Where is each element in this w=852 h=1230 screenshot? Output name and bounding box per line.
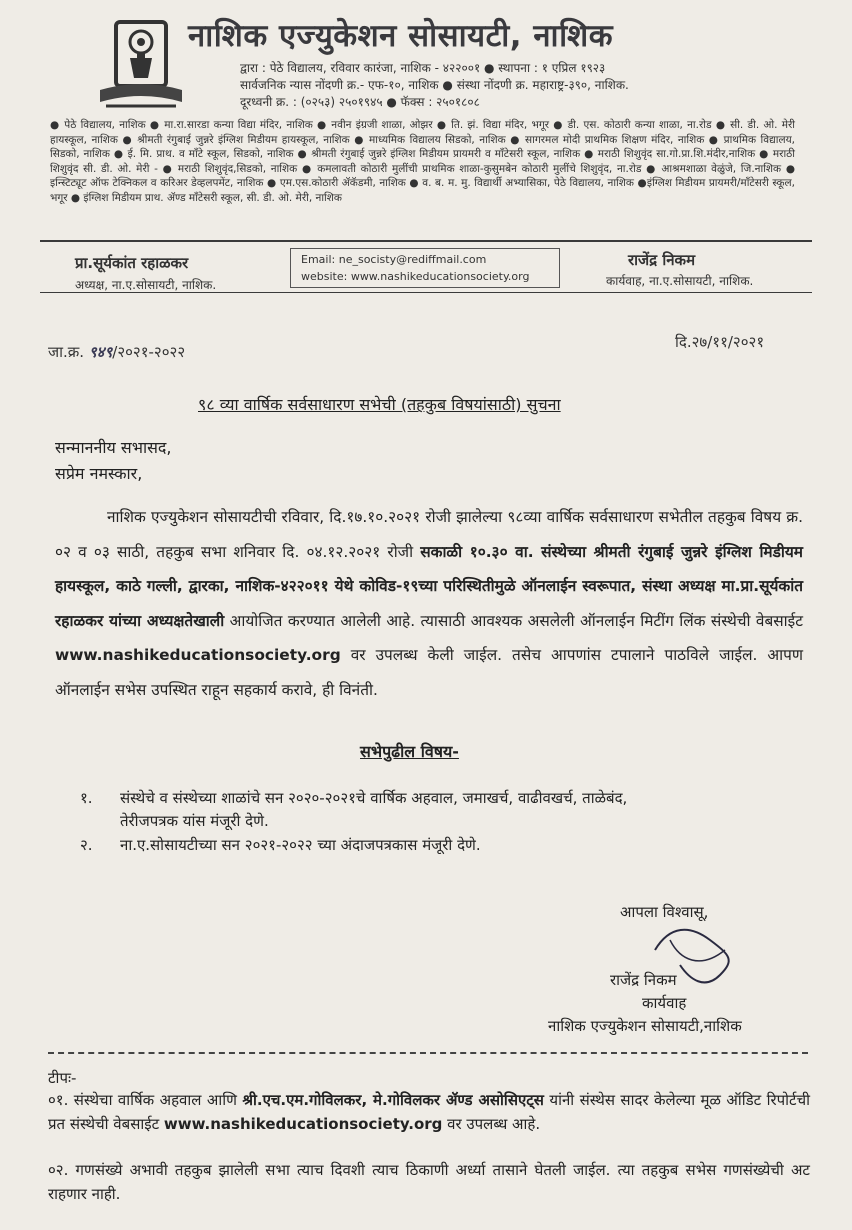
body-text-bold: सकाळी १०.३० वा. संस्थेच्या श्रीमती रंगुबाई जुन्नरे इंग्लिश मिडीयम हायस्कूल, काठे गल्ली, द्वारका, नाशिक-४२२०११ येथे कोविड-१९च्या परिस्थितीमुळे ऑनलाईन स्वरूपात, संस्था अध्यक्ष मा.प्रा.सूर्यकांत रहाळकर यांच्या अध्यक्षतेखाली bbox=[55, 542, 803, 630]
letter-date: दि.२७/११/२०२१ bbox=[675, 333, 765, 351]
letter-subject: ९८ व्या वार्षिक सर्वसाधारण सभेची (तहकुब विषयांसाठी) सुचना bbox=[198, 395, 561, 414]
secretary-name: राजेंद्र निकम bbox=[628, 251, 696, 269]
address-line: द्वारा : पेठे विद्यालय, रविवार कारंजा, नाशिक - ४२२००१ ● स्थापना : १ एप्रिल १९२३ bbox=[240, 61, 606, 75]
note-text: ०१. संस्थेचा वार्षिक अहवाल आणि bbox=[48, 1091, 243, 1109]
header-bottom-rule bbox=[40, 292, 812, 293]
closing-phrase: आपला विश्वासू, bbox=[620, 903, 709, 921]
note-item bbox=[48, 1088, 810, 1136]
auditor-name: श्री.एच.एम.गोविलकर, मे.गोविलकर ॲण्ड असोसिएट्स bbox=[242, 1091, 544, 1109]
salutation-members: सन्माननीय सभासद, bbox=[55, 438, 172, 457]
society-logo bbox=[96, 18, 186, 113]
ref-suffix: /२०२१-२०२२ bbox=[112, 343, 186, 361]
agenda-item bbox=[80, 834, 810, 857]
reference-number bbox=[48, 342, 185, 362]
agenda-item bbox=[80, 787, 810, 833]
header-divider bbox=[40, 240, 812, 242]
letter-body bbox=[55, 500, 803, 708]
phone-line: दूरध्वनी क्र. : (०२५३) २५०१९४५ ● फॅक्स : २५०१८०८ bbox=[240, 95, 480, 109]
agenda-number: १. bbox=[80, 789, 93, 807]
agenda-text-continued: तेरीजपत्रक यांस मंजूरी देणे. bbox=[120, 812, 269, 830]
website-text: website: www.nashikeducationsociety.org bbox=[301, 270, 530, 283]
email-text: Email: ne_socisty@rediffmail.com bbox=[301, 253, 487, 266]
notes-heading: टीपः- bbox=[48, 1069, 77, 1087]
president-name: प्रा.सूर्यकांत रहाळकर bbox=[75, 254, 189, 272]
note-website: www.nashikeducationsociety.org bbox=[163, 1115, 443, 1133]
signer-organization: नाशिक एज्युकेशन सोसायटी,नाशिक bbox=[548, 1017, 742, 1035]
note-text: वर उपलब्ध आहे. bbox=[442, 1115, 541, 1133]
contact-box bbox=[290, 248, 560, 288]
salutation-greeting: सप्रेम नमस्कार, bbox=[55, 464, 143, 483]
body-website: www.nashikeducationsociety.org bbox=[55, 646, 341, 665]
agenda-text: ना.ए.सोसायटीच्या सन २०२१-२०२२ च्या अंदाजपत्रकास मंजूरी देणे. bbox=[120, 836, 481, 854]
ref-prefix: जा.क्र. bbox=[48, 343, 85, 361]
signer-name: राजेंद्र निकम bbox=[610, 971, 677, 989]
ref-number-handwritten: ९४९ bbox=[88, 343, 113, 361]
note-text: यांनी संस्थेस सादर केलेल्या मूळ ऑडिट रिपोर्टची प्रत संस्थेची वेबसाईट bbox=[48, 1091, 810, 1133]
secretary-role: कार्यवाह, ना.ए.सोसायटी, नाशिक. bbox=[606, 274, 754, 288]
agenda-number: २. bbox=[80, 836, 93, 854]
schools-list: ● पेठे विद्यालय, नाशिक ● मा.रा.सारडा कन्या विद्या मंदिर, नाशिक ● नवीन इंग्रजी शाळा, ओझर ● ति. झं. विद्या मंदिर, भगूर ● डी. एस. कोठारी कन्या शाळा, ना.रोड ● सी. डी. ओ. मेरी हायस्कूल, नाशिक ● श्रीमती रंगुबाई जुन्नरे इंग्लिश मिडीयम हायस्कूल, नाशिक ● माध्यमिक विद्यालय सिडको, नाशिक ● सागरमल मोदी प्राथमिक शिक्षण मंदिर, नाशिक ● प्राथमिक विद्यालय, सिडको, नाशिक ● ई. मि. प्राथ. व मॉंटे स्कूल, सिडको, नाशिक ● श्रीमती रंगुबाई जुन्नरे इंग्लिश मिडीयम प्रायमरी व मॉंटेसरी स्कूल, नाशिक ● मराठी शिशुवृंद सा.गो.प्रा.शि.मंदीर,नाशिक ● मराठी शिशुवृंद सी. डी. ओ. मेरी - ● मराठी शिशुवृंद,सिडको, नाशिक ● कमलावती कोठारी मुलींची प्राथमिक शाळा-कुसुमबेन कोठारी मुलींचे शिशुवृंद, ना.रोड ● आश्रमशाळा वेळुंजे, जि.नाशिक ● इन्स्टिट्यूट ऑफ टेक्निकल व करिअर डेव्हलपमेंट, नाशिक ● एम.एस.कोठारी ॲकॅडमी, नाशिक ● व. ब. म. मु. विद्यार्थी अभ्यासिका, पेठे विद्यालय, नाशिक ●इंग्लिश मिडीयम प्रायमरी/मॉंटेसरी स्कूल, भगूर ● इंग्लिश मिडीयम प्राथ. ॲण्ड मॉंटेसरी स्कूल, सी. डी. ओ. मेरी, नाशिक bbox=[50, 119, 795, 204]
agenda-text: संस्थेचे व संस्थेच्या शाळांचे सन २०२०-२०२१चे वार्षिक अहवाल, जमाखर्च, वाढीवखर्च, ताळेबंद, bbox=[120, 789, 628, 807]
notes-divider bbox=[48, 1052, 808, 1054]
note-item: ०२. गणसंख्ये अभावी तहकुब झालेली सभा त्याच दिवशी त्याच ठिकाणी अर्ध्या तासाने घेतली जाईल. त्या तहकुब सभेस गणसंख्येची अट राहणार नाही. bbox=[48, 1161, 810, 1203]
body-text-1: नाशिक एज्युकेशन सोसायटीची रविवार, दि.१७.१०.२०२१ रोजी झालेल्या ९८व्या वार्षिक सर्वसाधारण सभेतील तहकुब विषय क्र. ०२ व ०३ साठी, तहकुब सभा शनिवार दि. ०४.१२.२०२१ रोजी bbox=[55, 508, 803, 561]
registration-line: सार्वजनिक न्यास नोंदणी क्र.- एफ-१०, नाशिक ● संस्था नोंदणी क्र. महाराष्ट्र-३९०, नाशिक. bbox=[240, 78, 629, 92]
agenda-heading: सभेपुढील विषय- bbox=[360, 742, 459, 761]
body-text-2: आयोजित करण्यात आलेली आहे. त्यासाठी आवश्यक असलेली ऑनलाईन मिटींग लिंक संस्थेची वेबसाईट bbox=[224, 611, 803, 630]
president-role: अध्यक्ष, ना.ए.सोसायटी, नाशिक. bbox=[75, 278, 217, 292]
org-name: नाशिक एज्युकेशन सोसायटी, नाशिक bbox=[188, 18, 614, 54]
signer-title: कार्यवाह bbox=[642, 994, 687, 1012]
body-text-3: वर उपलब्ध केली जाईल. तसेच आपणांस टपालाने पाठविले जाईल. आपण ऑनलाईन सभेस उपस्थित राहून सहकार्य करावे, ही विनंती. bbox=[55, 646, 803, 699]
